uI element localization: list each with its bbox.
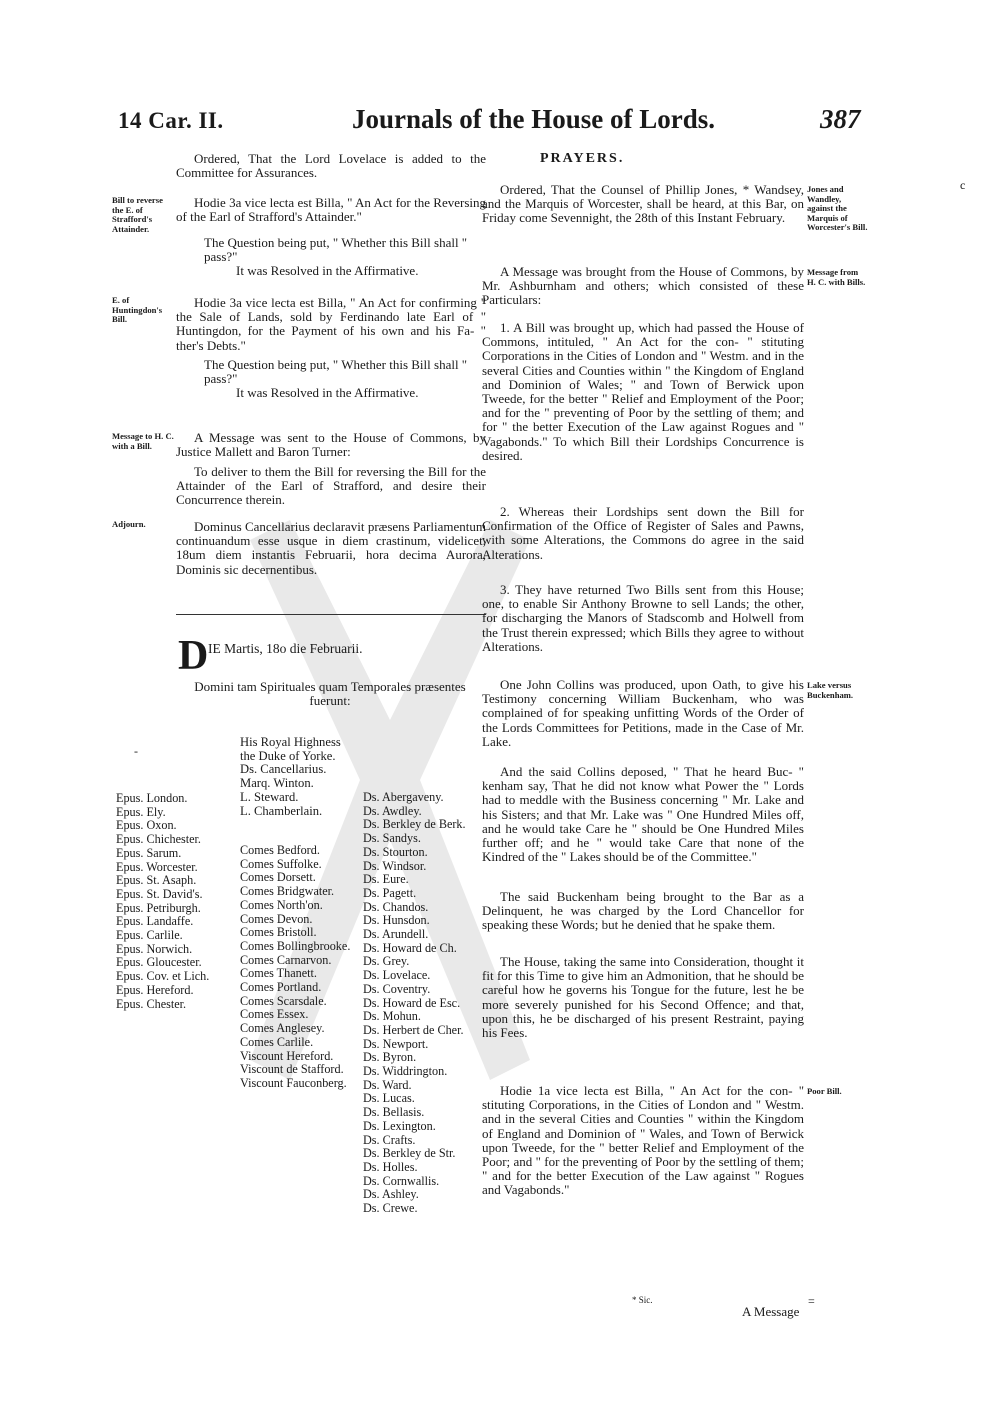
baron-entry: Ds. Berkley de Str.: [363, 1146, 456, 1161]
stray-mark: -: [134, 744, 138, 758]
officer-entry: the Duke of Yorke.: [240, 748, 336, 763]
collins-deposition: And the said Collins deposed, " That he heard Buc- " kenham say, That he did not know what Power the " Lords had to meddle with the Business concerning " Mr. Lake and his Sisters; and that Mr. Lake was " One Hundred Miles off, and he would take Care he " should be One Hundred Miles further off; and he " would take Care that none of the Kindred of the " Lakes should be of the Committee.": [482, 764, 804, 865]
baron-entry: Ds. Herbert de Cher.: [363, 1022, 464, 1037]
baron-entry: Ds. Berkley de Berk.: [363, 817, 466, 832]
baron-entry: Ds. Lovelace.: [363, 968, 431, 983]
message-from-commons: A Message was brought from the House of Commons, by Mr. Ashburnham and others; which consisted of these Particulars:: [482, 264, 804, 308]
sitting-date: IE Martis, 18o die Februarii.: [208, 641, 363, 656]
margin-note-message: Message to H. C. with a Bill.: [112, 431, 174, 451]
baron-entry: Ds. Sandys.: [363, 831, 421, 846]
deliver-bill: To deliver to them the Bill for reversing the Bill for the Attainder of the Earl of Strafford, and desire their Concurrence therein.: [176, 464, 486, 508]
resolved-huntingdon: It was Resolved in the Affirmative.: [236, 385, 419, 400]
stray-mark: =: [808, 1294, 815, 1308]
bishop-entry: Epus. Norwich.: [116, 941, 193, 956]
earl-entry: Viscount de Stafford.: [240, 1062, 344, 1077]
baron-entry: Ds. Chandos.: [363, 899, 429, 914]
bishop-entry: Epus. Oxon.: [116, 818, 177, 833]
baron-entry: Ds. Windsor.: [363, 858, 427, 873]
bishop-entry: Epus. Gloucester.: [116, 955, 202, 970]
officer-entry: Ds. Cancellarius.: [240, 762, 327, 777]
earl-entry: Comes Carnarvon.: [240, 952, 332, 967]
margin-note-message-from: Message from H. C. with Bills.: [807, 267, 866, 287]
earl-entry: Comes Bollingbrooke.: [240, 938, 351, 953]
bishop-entry: Epus. St. Asaph.: [116, 873, 197, 888]
earl-entry: Viscount Hereford.: [240, 1048, 334, 1063]
baron-entry: Ds. Awdley.: [363, 803, 422, 818]
baron-entry: Ds. Arundell.: [363, 927, 429, 942]
baron-entry: Ds. Ward.: [363, 1077, 412, 1092]
order-lovelace: Ordered, That the Lord Lovelace is added to the Committee for Assurances.: [176, 151, 486, 181]
baron-entry: Ds. Lucas.: [363, 1091, 415, 1106]
bishop-entry: Epus. Ely.: [116, 804, 166, 819]
baron-entry: Ds. Eure.: [363, 872, 409, 887]
resolved-strafford: It was Resolved in the Affirmative.: [236, 263, 419, 278]
margin-note-lake: Lake versus Buckenham.: [807, 680, 854, 700]
collins-testimony: One John Collins was produced, upon Oath, to give his Testimony concerning William Buckenham, who was complained of for speaking unfitting Words of the Order of the Lords Committees for Petitions, made in the Case of Mr. Lake.: [482, 677, 804, 749]
margin-note-adjourn: Adjourn.: [112, 519, 146, 529]
prayers-heading: PRAYERS.: [540, 151, 625, 166]
bill-strafford: Hodie 3a vice lecta est Billa, " An Act for the Reversing of the Earl of Strafford's Attainder.": [176, 195, 486, 225]
officer-entry: Marq. Winton.: [240, 776, 314, 791]
stray-mark: c: [960, 178, 966, 192]
question-strafford: The Question being put, " Whether this Bill shall " pass?": [204, 235, 468, 265]
bishop-entry: Epus. London.: [116, 791, 188, 805]
earl-entry: Comes Anglesey.: [240, 1021, 325, 1036]
baron-entry: Ds. Lexington.: [363, 1118, 436, 1133]
officer-entry: L. Chamberlain.: [240, 803, 323, 818]
margin-note-huntingdon: E. of Huntingdon's Bill.: [112, 295, 163, 325]
item-1-poor-bill: 1. A Bill was brought up, which had passed the House of Commons, intituled, " An Act for the con- " stituting Corporations in the Cities of London and " Westm. and in the several Cities and Counties within " the Kingdom of England and Dominion of Wales; " and Town of Berwick upon Tweede, for the better " Relief and Employment of the Poor; and for the " preventing of Poor by the settling of them; and for " the better Execution of the Law against Rogues and " Vagabonds." To which Bill their Lordships Concurrence is desired.: [482, 320, 804, 463]
earl-entry: Viscount Fauconberg.: [240, 1075, 347, 1090]
earl-entry: Comes Scarsdale.: [240, 993, 327, 1008]
earl-entry: Comes Suffolke.: [240, 856, 322, 871]
footnote-sic: * Sic.: [632, 1295, 653, 1305]
earl-entry: Comes Bristoll.: [240, 925, 317, 940]
earl-entry: Comes Bridgwater.: [240, 884, 335, 899]
baron-entry: Ds. Crewe.: [363, 1201, 418, 1216]
earl-entry: Comes Carlile.: [240, 1034, 314, 1049]
poor-bill-first-reading: Hodie 1a vice lecta est Billa, " An Act for the con- " stituting Corporations, in the Cities of London and " Westm. and in the several Cities and Counties " within the Kingdom of England and Dominion of " Wales, and Town of Berwick upon Tweede, for the " better Relief and Employment of the Poor; and " for the preventing of Poor by the settling of them; " and for the better Execution of the Law against " Rogues and Vagabonds.": [482, 1083, 804, 1198]
catchword: A Message: [742, 1304, 800, 1319]
baron-entry: Ds. Bellasis.: [363, 1105, 425, 1120]
adjournment: Dominus Cancellarius declaravit præsens Parliamentum continuandum esse usque in diem crastinum, videlicet, 18um diem instantis Februarii, hora decima Aurora, Dominis sic decernentibus.: [176, 519, 486, 577]
message-commons: A Message was sent to the House of Commons, by Justice Mallett and Baron Turner:: [176, 430, 486, 460]
earl-entry: Comes Bedford.: [240, 843, 320, 857]
bishop-entry: Epus. Sarum.: [116, 845, 182, 860]
admonition: The House, taking the same into Consideration, thought it fit for this Time to give him an Admonition, that he should be careful how he governs his Tongue for the future, lest he be more severely punished for his Second Offence; and that, upon this, he be discharged of his present Restraint, paying his Fees.: [482, 954, 804, 1041]
baron-entry: Ds. Mohun.: [363, 1009, 421, 1024]
bishop-entry: Epus. Worcester.: [116, 859, 198, 874]
bishop-entry: Epus. Hereford.: [116, 982, 194, 997]
drop-cap: D: [178, 633, 209, 679]
baron-entry: Ds. Crafts.: [363, 1132, 416, 1147]
bill-huntingdon: Hodie 3a vice lecta est Billa, " An Act for confirming " the Sale of Lands, sold by Ferdinando late Earl of " Huntingdon, for the Payment of his own and his Fa- " ther's Debts.": [176, 295, 486, 353]
baron-entry: Ds. Widdrington.: [363, 1064, 448, 1079]
bishop-entry: Epus. Chester.: [116, 996, 187, 1011]
header-regnal-year: 14 Car. II.: [118, 108, 224, 133]
baron-entry: Ds. Hunsdon.: [363, 913, 430, 928]
earl-entry: Comes Thanett.: [240, 966, 317, 981]
baron-entry: Ds. Abergaveny.: [363, 790, 444, 804]
earl-entry: Comes Portland.: [240, 980, 322, 995]
margin-note-strafford: Bill to reverse the E. of Strafford's Attainder.: [112, 195, 163, 234]
baron-entry: Ds. Stourton.: [363, 844, 428, 859]
baron-entry: Ds. Newport.: [363, 1036, 429, 1051]
baron-entry: Ds. Cornwallis.: [363, 1173, 440, 1188]
buckenham-delinquent: The said Buckenham being brought to the Bar as a Delinquent, he was charged by the Lord Chancellor for speaking these Words; but he denied that he spake them.: [482, 889, 804, 933]
item-2-register: 2. Whereas their Lordships sent down the Bill for Confirmation of the Office of Register of Sales and Pawns, with some Alterations, the Commons do agree in the said Alterations.: [482, 504, 804, 562]
officer-entry: L. Steward.: [240, 789, 299, 804]
earl-entry: Comes North'on.: [240, 897, 323, 912]
baron-entry: Ds. Ashley.: [363, 1187, 419, 1202]
item-3-two-bills: 3. They have returned Two Bills sent from this House; one, to enable Sir Anthony Browne to sell Lands; the other, for discharging the Manors of Stadscomb and Holwell from the Trust therein expressed; which Bills they agree to without Alterations.: [482, 582, 804, 654]
officer-entry: His Royal Highness: [240, 735, 341, 749]
bishop-entry: Epus. Chichester.: [116, 832, 201, 847]
present-heading: Domini tam Spirituales quam Temporales præsentes fuerunt:: [194, 679, 466, 709]
page-number: 387: [820, 104, 861, 134]
earl-entry: Comes Essex.: [240, 1007, 309, 1022]
section-divider: [176, 614, 486, 615]
earls-viscounts-list: [240, 844, 350, 1091]
margin-note-poor-bill: Poor Bill.: [807, 1086, 842, 1096]
margin-note-jones: Jones and Wandley, against the Marquis of Worcester's Bill.: [807, 184, 868, 233]
baron-entry: Ds. Byron.: [363, 1050, 417, 1065]
bishop-entry: Epus. Petriburgh.: [116, 900, 201, 915]
barons-list: [363, 791, 466, 1216]
bishop-entry: Epus. Landaffe.: [116, 914, 194, 929]
baron-entry: Ds. Coventry.: [363, 981, 431, 996]
bishop-entry: Epus. Carlile.: [116, 928, 183, 943]
baron-entry: Ds. Pagett.: [363, 885, 417, 900]
bishop-entry: Epus. Cov. et Lich.: [116, 969, 210, 984]
header-title: Journals of the House of Lords.: [352, 104, 716, 134]
baron-entry: Ds. Howard de Esc.: [363, 995, 461, 1010]
question-huntingdon: The Question being put, " Whether this Bill shall " pass?": [204, 357, 468, 387]
earl-entry: Comes Devon.: [240, 911, 313, 926]
earl-entry: Comes Dorsett.: [240, 870, 316, 885]
officers-list: [240, 736, 341, 818]
order-counsel-jones: Ordered, That the Counsel of Phillip Jones, * Wandsey, and the Marquis of Worcester, shall be heard, at this Bar, on Friday come Sevennight, the 28th of this Instant February.: [482, 182, 804, 226]
baron-entry: Ds. Howard de Ch.: [363, 940, 457, 955]
baron-entry: Ds. Holles.: [363, 1159, 418, 1174]
bishop-entry: Epus. St. David's.: [116, 886, 203, 901]
baron-entry: Ds. Grey.: [363, 954, 410, 969]
bishops-list: [116, 792, 209, 1011]
